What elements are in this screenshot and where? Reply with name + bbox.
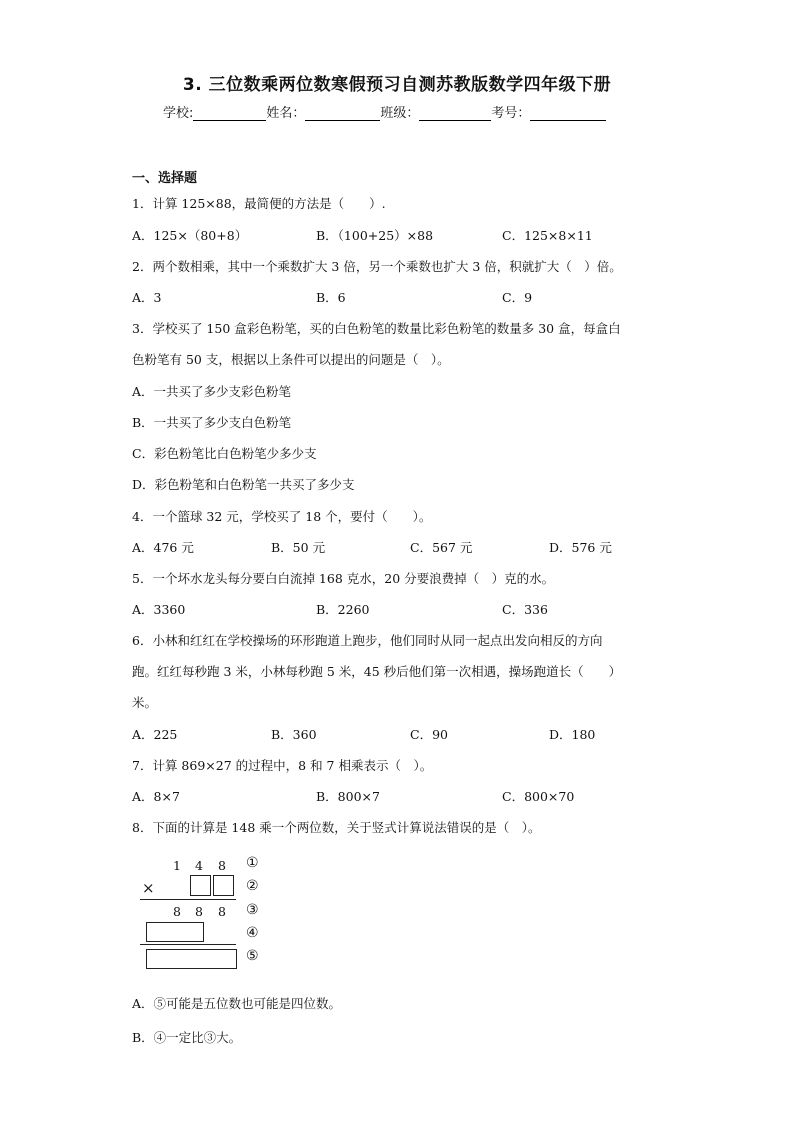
question-8-option-b[interactable]: B．④一定比③大。 (132, 1030, 242, 1045)
multiplier-ones-box[interactable] (213, 875, 234, 896)
question-6-option-c[interactable]: C．90 (410, 727, 448, 742)
question-5-text: 5．一个坏水龙头每分要白白流掉 168 克水，20 分要浪费掉（ ）克的水。 (132, 571, 555, 586)
top-digit-ones: 8 (218, 858, 226, 873)
question-2-option-a[interactable]: A．3 (132, 290, 162, 305)
school-label: 学校: (163, 106, 194, 121)
product-digit-hundreds: 8 (173, 904, 181, 919)
question-3-text-line-1: 3．学校买了 150 盒彩色粉笔，买的白色粉笔的数量比彩色粉笔的数量多 30 盒，每盒白 (132, 321, 621, 336)
question-7-option-b[interactable]: B．800×7 (316, 789, 380, 804)
question-4-text: 4．一个篮球 32 元，学校买了 18 个，要付（ ）。 (132, 509, 432, 524)
question-4-option-b[interactable]: B．50 元 (271, 540, 326, 555)
question-3-text-line-2: 色粉笔有 50 支，根据以上条件可以提出的问题是（ ）。 (132, 352, 450, 367)
question-5-option-b[interactable]: B．2260 (316, 602, 370, 617)
circle-label-2: ② (246, 878, 259, 894)
top-digit-hundreds: 1 (173, 858, 181, 873)
multiplier-tens-box[interactable] (190, 875, 211, 896)
class-blank[interactable] (419, 106, 491, 121)
question-3-option-a[interactable]: A．一共买了多少支彩色粉笔 (132, 384, 292, 399)
question-8-text: 8．下面的计算是 148 乘一个两位数，关于竖式计算说法错误的是（ ）。 (132, 820, 541, 835)
partial-product-box[interactable] (146, 922, 204, 942)
name-blank[interactable] (305, 106, 380, 121)
page-title: 3. 三位数乘两位数寒假预习自测苏教版数学四年级下册 (182, 75, 612, 95)
question-1-option-a[interactable]: A．125×（80+8） (132, 228, 248, 243)
circle-label-1: ① (246, 855, 259, 871)
vertical-multiplication-diagram (140, 855, 280, 975)
student-info-line (163, 102, 606, 121)
rule-line-1 (140, 899, 236, 900)
question-2-text: 2．两个数相乘，其中一个乘数扩大 3 倍，另一个乘数也扩大 3 倍，积就扩大（ ）倍。 (132, 259, 622, 274)
question-7-option-c[interactable]: C．800×70 (502, 789, 575, 804)
name-label: 姓名： (266, 106, 306, 121)
circle-label-4: ④ (246, 925, 259, 941)
question-5-option-c[interactable]: C．336 (502, 602, 548, 617)
section-heading: 一、选择题 (132, 171, 198, 186)
product-digit-tens: 8 (195, 904, 203, 919)
question-6-option-d[interactable]: D．180 (549, 727, 596, 742)
question-4-option-a[interactable]: A．476 元 (132, 540, 194, 555)
final-product-box[interactable] (146, 949, 237, 969)
question-4-option-c[interactable]: C．567 元 (410, 540, 473, 555)
question-6-text-line-3: 米。 (132, 695, 158, 710)
question-2-option-c[interactable]: C．9 (502, 290, 533, 305)
question-3-option-d[interactable]: D．彩色粉笔和白色粉笔一共买了多少支 (132, 477, 355, 492)
question-1-text: 1．计算 125×88，最简便的方法是（ ）. (132, 196, 386, 211)
question-6-text-line-2: 跑。红红每秒跑 3 米，小林每秒跑 5 米，45 秒后他们第一次相遇，操场跑道长（ ） (132, 664, 622, 679)
question-8-option-a[interactable]: A．⑤可能是五位数也可能是四位数。 (132, 996, 342, 1011)
multiply-sign: × (142, 879, 155, 897)
product-digit-ones: 8 (218, 904, 226, 919)
circle-label-3: ③ (246, 902, 259, 918)
question-6-option-b[interactable]: B．360 (271, 727, 317, 742)
top-digit-tens: 4 (195, 858, 203, 873)
question-3-option-c[interactable]: C．彩色粉笔比白色粉笔少多少支 (132, 446, 317, 461)
number-label: 考号： (491, 106, 531, 121)
question-5-option-a[interactable]: A．3360 (132, 602, 186, 617)
question-6-text-line-1: 6．小林和红红在学校操场的环形跑道上跑步，他们同时从同一起点出发向相反的方向 (132, 633, 603, 648)
number-blank[interactable] (530, 106, 606, 121)
question-7-option-a[interactable]: A．8×7 (132, 789, 180, 804)
question-7-text: 7．计算 869×27 的过程中，8 和 7 相乘表示（ ）。 (132, 758, 433, 773)
question-2-option-b[interactable]: B．6 (316, 290, 346, 305)
question-4-option-d[interactable]: D．576 元 (549, 540, 612, 555)
rule-line-2 (140, 944, 236, 945)
circle-label-5: ⑤ (246, 948, 259, 964)
question-6-option-a[interactable]: A．225 (132, 727, 178, 742)
school-blank[interactable] (193, 106, 266, 121)
question-1-option-b[interactable]: B．（100+25）×88 (316, 228, 434, 243)
question-3-option-b[interactable]: B．一共买了多少支白色粉笔 (132, 415, 292, 430)
class-label: 班级： (380, 106, 420, 121)
question-1-option-c[interactable]: C．125×8×11 (502, 228, 593, 243)
